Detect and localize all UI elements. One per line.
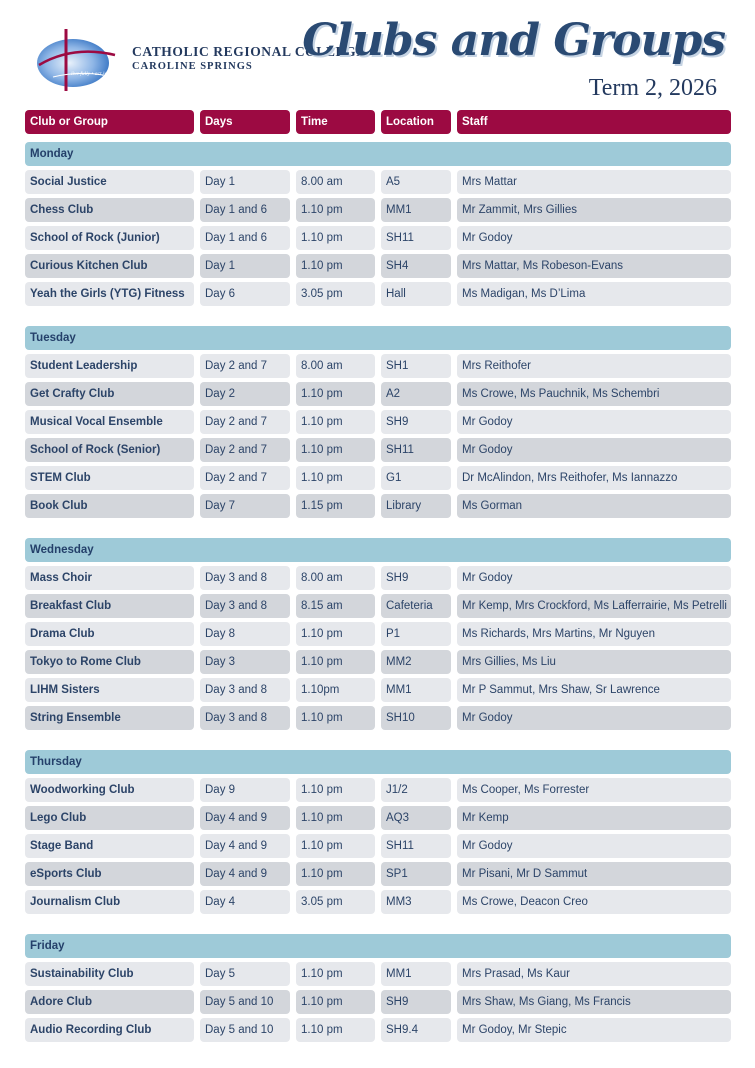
days-cell: Day 9: [200, 778, 290, 802]
table-row: [25, 198, 731, 222]
club-name-cell: LIHM Sisters: [25, 678, 194, 702]
column-header-staff: Staff: [457, 110, 731, 134]
table-row: [25, 382, 731, 406]
location-cell: MM1: [381, 678, 451, 702]
time-cell: 1.10 pm: [296, 990, 375, 1014]
time-cell: 8.00 am: [296, 354, 375, 378]
time-cell: 8.00 am: [296, 566, 375, 590]
days-cell: Day 2 and 7: [200, 466, 290, 490]
table-row: [25, 566, 731, 590]
table-row: [25, 410, 731, 434]
days-cell: Day 3 and 8: [200, 706, 290, 730]
days-cell: Day 5 and 10: [200, 990, 290, 1014]
club-name-cell: eSports Club: [25, 862, 194, 886]
days-cell: Day 4 and 9: [200, 806, 290, 830]
time-cell: 1.10 pm: [296, 438, 375, 462]
staff-cell: Mr Zammit, Mrs Gillies: [457, 198, 731, 222]
days-cell: Day 4 and 9: [200, 862, 290, 886]
table-row: [25, 990, 731, 1014]
location-cell: SP1: [381, 862, 451, 886]
club-name-cell: Journalism Club: [25, 890, 194, 914]
location-cell: SH9: [381, 990, 451, 1014]
table-row: [25, 438, 731, 462]
days-cell: Day 3: [200, 650, 290, 674]
staff-cell: Mr Godoy: [457, 438, 731, 462]
table-row: [25, 834, 731, 858]
club-name-cell: Lego Club: [25, 806, 194, 830]
location-cell: MM1: [381, 962, 451, 986]
time-cell: 3.05 pm: [296, 890, 375, 914]
club-name-cell: Social Justice: [25, 170, 194, 194]
time-cell: 1.10 pm: [296, 962, 375, 986]
page-header: [0, 0, 755, 108]
table-header-row: [25, 110, 731, 134]
staff-cell: Ms Madigan, Ms D’Lima: [457, 282, 731, 306]
club-name-cell: String Ensemble: [25, 706, 194, 730]
table-row: [25, 1018, 731, 1042]
club-name-cell: Drama Club: [25, 622, 194, 646]
staff-cell: Mrs Shaw, Ms Giang, Ms Francis: [457, 990, 731, 1014]
days-cell: Day 5 and 10: [200, 1018, 290, 1042]
table-row: [25, 282, 731, 306]
club-name-cell: Mass Choir: [25, 566, 194, 590]
days-cell: Day 6: [200, 282, 290, 306]
time-cell: 1.10pm: [296, 678, 375, 702]
days-cell: Day 7: [200, 494, 290, 518]
location-cell: J1/2: [381, 778, 451, 802]
staff-cell: Ms Cooper, Ms Forrester: [457, 778, 731, 802]
location-cell: SH9: [381, 566, 451, 590]
location-cell: SH11: [381, 834, 451, 858]
time-cell: 1.10 pm: [296, 410, 375, 434]
club-name-cell: School of Rock (Senior): [25, 438, 194, 462]
club-name-cell: School of Rock (Junior): [25, 226, 194, 250]
table-row: [25, 466, 731, 490]
days-cell: Day 1 and 6: [200, 226, 290, 250]
location-cell: SH11: [381, 226, 451, 250]
days-cell: Day 3 and 8: [200, 566, 290, 590]
staff-cell: Mrs Mattar: [457, 170, 731, 194]
location-cell: Hall: [381, 282, 451, 306]
staff-cell: Mr Godoy: [457, 410, 731, 434]
time-cell: 8.15 am: [296, 594, 375, 618]
days-cell: Day 5: [200, 962, 290, 986]
staff-cell: Mr P Sammut, Mrs Shaw, Sr Lawrence: [457, 678, 731, 702]
table-row: [25, 622, 731, 646]
location-cell: SH9.4: [381, 1018, 451, 1042]
days-cell: Day 1: [200, 254, 290, 278]
time-cell: 1.10 pm: [296, 778, 375, 802]
club-name-cell: Get Crafty Club: [25, 382, 194, 406]
time-cell: 3.05 pm: [296, 282, 375, 306]
staff-cell: Mr Kemp: [457, 806, 731, 830]
location-cell: SH11: [381, 438, 451, 462]
time-cell: 1.10 pm: [296, 226, 375, 250]
day-section-header: Thursday: [25, 750, 731, 774]
time-cell: 1.10 pm: [296, 806, 375, 830]
location-cell: Cafeteria: [381, 594, 451, 618]
days-cell: Day 1: [200, 170, 290, 194]
staff-cell: Ms Gorman: [457, 494, 731, 518]
club-name-cell: Curious Kitchen Club: [25, 254, 194, 278]
table-row: [25, 226, 731, 250]
page-subtitle: Term 2, 2026: [588, 75, 717, 101]
logo-motto: live fully • act justly: [71, 71, 115, 77]
club-name-cell: Tokyo to Rome Club: [25, 650, 194, 674]
club-name-cell: STEM Club: [25, 466, 194, 490]
staff-cell: Mrs Mattar, Ms Robeson-Evans: [457, 254, 731, 278]
club-name-cell: Musical Vocal Ensemble: [25, 410, 194, 434]
days-cell: Day 2 and 7: [200, 354, 290, 378]
table-row: [25, 778, 731, 802]
table-row: [25, 594, 731, 618]
club-name-cell: Student Leadership: [25, 354, 194, 378]
location-cell: SH9: [381, 410, 451, 434]
table-row: [25, 962, 731, 986]
college-name-line1: CATHOLIC REGIONAL COLLEGE: [132, 44, 366, 59]
days-cell: Day 3 and 8: [200, 594, 290, 618]
staff-cell: Mrs Reithofer: [457, 354, 731, 378]
day-section-header: Monday: [25, 142, 731, 166]
staff-cell: Mr Pisani, Mr D Sammut: [457, 862, 731, 886]
staff-cell: Ms Crowe, Deacon Creo: [457, 890, 731, 914]
days-cell: Day 3 and 8: [200, 678, 290, 702]
column-header-days: Days: [200, 110, 290, 134]
location-cell: MM3: [381, 890, 451, 914]
days-cell: Day 8: [200, 622, 290, 646]
club-name-cell: Book Club: [25, 494, 194, 518]
club-name-cell: Sustainability Club: [25, 962, 194, 986]
location-cell: SH1: [381, 354, 451, 378]
days-cell: Day 1 and 6: [200, 198, 290, 222]
time-cell: 1.10 pm: [296, 650, 375, 674]
time-cell: 1.10 pm: [296, 834, 375, 858]
location-cell: P1: [381, 622, 451, 646]
table-row: [25, 890, 731, 914]
club-name-cell: Chess Club: [25, 198, 194, 222]
staff-cell: Mr Godoy: [457, 706, 731, 730]
time-cell: 1.10 pm: [296, 862, 375, 886]
location-cell: G1: [381, 466, 451, 490]
staff-cell: Mr Godoy, Mr Stepic: [457, 1018, 731, 1042]
table-row: [25, 706, 731, 730]
days-cell: Day 2 and 7: [200, 438, 290, 462]
staff-cell: Mr Kemp, Mrs Crockford, Ms Lafferrairie, Ms Petrelli: [457, 594, 731, 618]
location-cell: A2: [381, 382, 451, 406]
club-name-cell: Adore Club: [25, 990, 194, 1014]
column-header-location: Location: [381, 110, 451, 134]
location-cell: MM2: [381, 650, 451, 674]
page-title: Clubs and Groups: [302, 15, 725, 66]
location-cell: Library: [381, 494, 451, 518]
time-cell: 1.10 pm: [296, 466, 375, 490]
staff-cell: Mr Godoy: [457, 566, 731, 590]
table-row: [25, 170, 731, 194]
club-name-cell: Woodworking Club: [25, 778, 194, 802]
table-row: [25, 354, 731, 378]
staff-cell: Mr Godoy: [457, 226, 731, 250]
staff-cell: Mr Godoy: [457, 834, 731, 858]
time-cell: 1.10 pm: [296, 622, 375, 646]
staff-cell: Mrs Prasad, Ms Kaur: [457, 962, 731, 986]
time-cell: 1.10 pm: [296, 706, 375, 730]
table-row: [25, 650, 731, 674]
location-cell: SH4: [381, 254, 451, 278]
clubs-table: [25, 110, 731, 1046]
time-cell: 8.00 am: [296, 170, 375, 194]
time-cell: 1.15 pm: [296, 494, 375, 518]
table-row: [25, 862, 731, 886]
location-cell: AQ3: [381, 806, 451, 830]
column-header-club: Club or Group: [25, 110, 194, 134]
time-cell: 1.10 pm: [296, 1018, 375, 1042]
table-row: [25, 494, 731, 518]
club-name-cell: Stage Band: [25, 834, 194, 858]
table-row: [25, 806, 731, 830]
time-cell: 1.10 pm: [296, 198, 375, 222]
days-cell: Day 4 and 9: [200, 834, 290, 858]
staff-cell: Ms Richards, Mrs Martins, Mr Nguyen: [457, 622, 731, 646]
days-cell: Day 2: [200, 382, 290, 406]
table-row: [25, 678, 731, 702]
club-name-cell: Breakfast Club: [25, 594, 194, 618]
club-name-cell: Yeah the Girls (YTG) Fitness: [25, 282, 194, 306]
days-cell: Day 4: [200, 890, 290, 914]
club-name-cell: Audio Recording Club: [25, 1018, 194, 1042]
time-cell: 1.10 pm: [296, 254, 375, 278]
day-section-header: Friday: [25, 934, 731, 958]
college-name-line2: CAROLINE SPRINGS: [132, 61, 253, 72]
day-section-header: Wednesday: [25, 538, 731, 562]
column-header-time: Time: [296, 110, 375, 134]
days-cell: Day 2 and 7: [200, 410, 290, 434]
location-cell: MM1: [381, 198, 451, 222]
table-row: [25, 254, 731, 278]
location-cell: A5: [381, 170, 451, 194]
time-cell: 1.10 pm: [296, 382, 375, 406]
staff-cell: Dr McAlindon, Mrs Reithofer, Ms Iannazzo: [457, 466, 731, 490]
staff-cell: Ms Crowe, Ms Pauchnik, Ms Schembri: [457, 382, 731, 406]
day-section-header: Tuesday: [25, 326, 731, 350]
staff-cell: Mrs Gillies, Ms Liu: [457, 650, 731, 674]
location-cell: SH10: [381, 706, 451, 730]
college-logo: [33, 27, 119, 93]
